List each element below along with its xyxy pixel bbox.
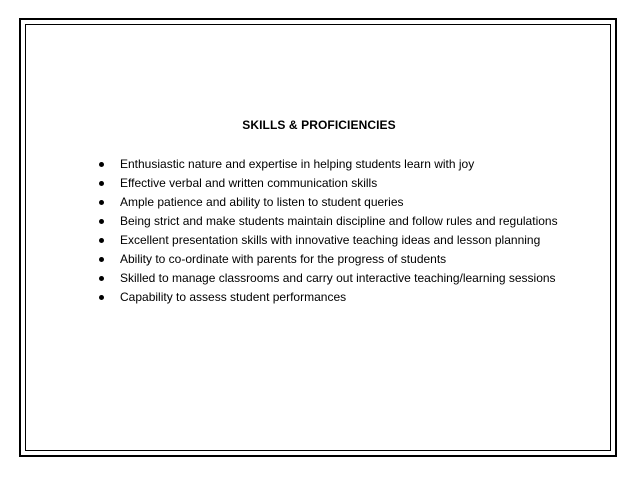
list-item [96,213,576,230]
skill-text: Ample patience and ability to listen to student queries [120,195,404,209]
list-item [96,232,576,249]
list-item [96,270,576,287]
skill-text: Effective verbal and written communication skills [120,176,378,190]
section-heading: SKILLS & PROFICIENCIES [242,118,396,132]
skill-text: Enthusiastic nature and expertise in helping students learn with joy [120,157,475,171]
skill-text: Skilled to manage classrooms and carry out interactive teaching/learning sessions [120,271,556,285]
bullet-icon [99,238,104,243]
list-item [96,289,576,306]
bullet-icon [99,219,104,224]
list-item [96,156,576,173]
skill-text: Being strict and make students maintain discipline and follow rules and regulations [120,214,558,228]
skills-list [96,156,576,308]
list-item [96,251,576,268]
list-item [96,194,576,211]
skill-text: Excellent presentation skills with innovative teaching ideas and lesson planning [120,233,541,247]
bullet-icon [99,276,104,281]
bullet-icon [99,200,104,205]
bullet-icon [99,257,104,262]
bullet-icon [99,162,104,167]
skill-text: Capability to assess student performances [120,290,347,304]
bullet-icon [99,295,104,300]
skill-text: Ability to co-ordinate with parents for the progress of students [120,252,447,266]
list-item [96,175,576,192]
bullet-icon [99,181,104,186]
